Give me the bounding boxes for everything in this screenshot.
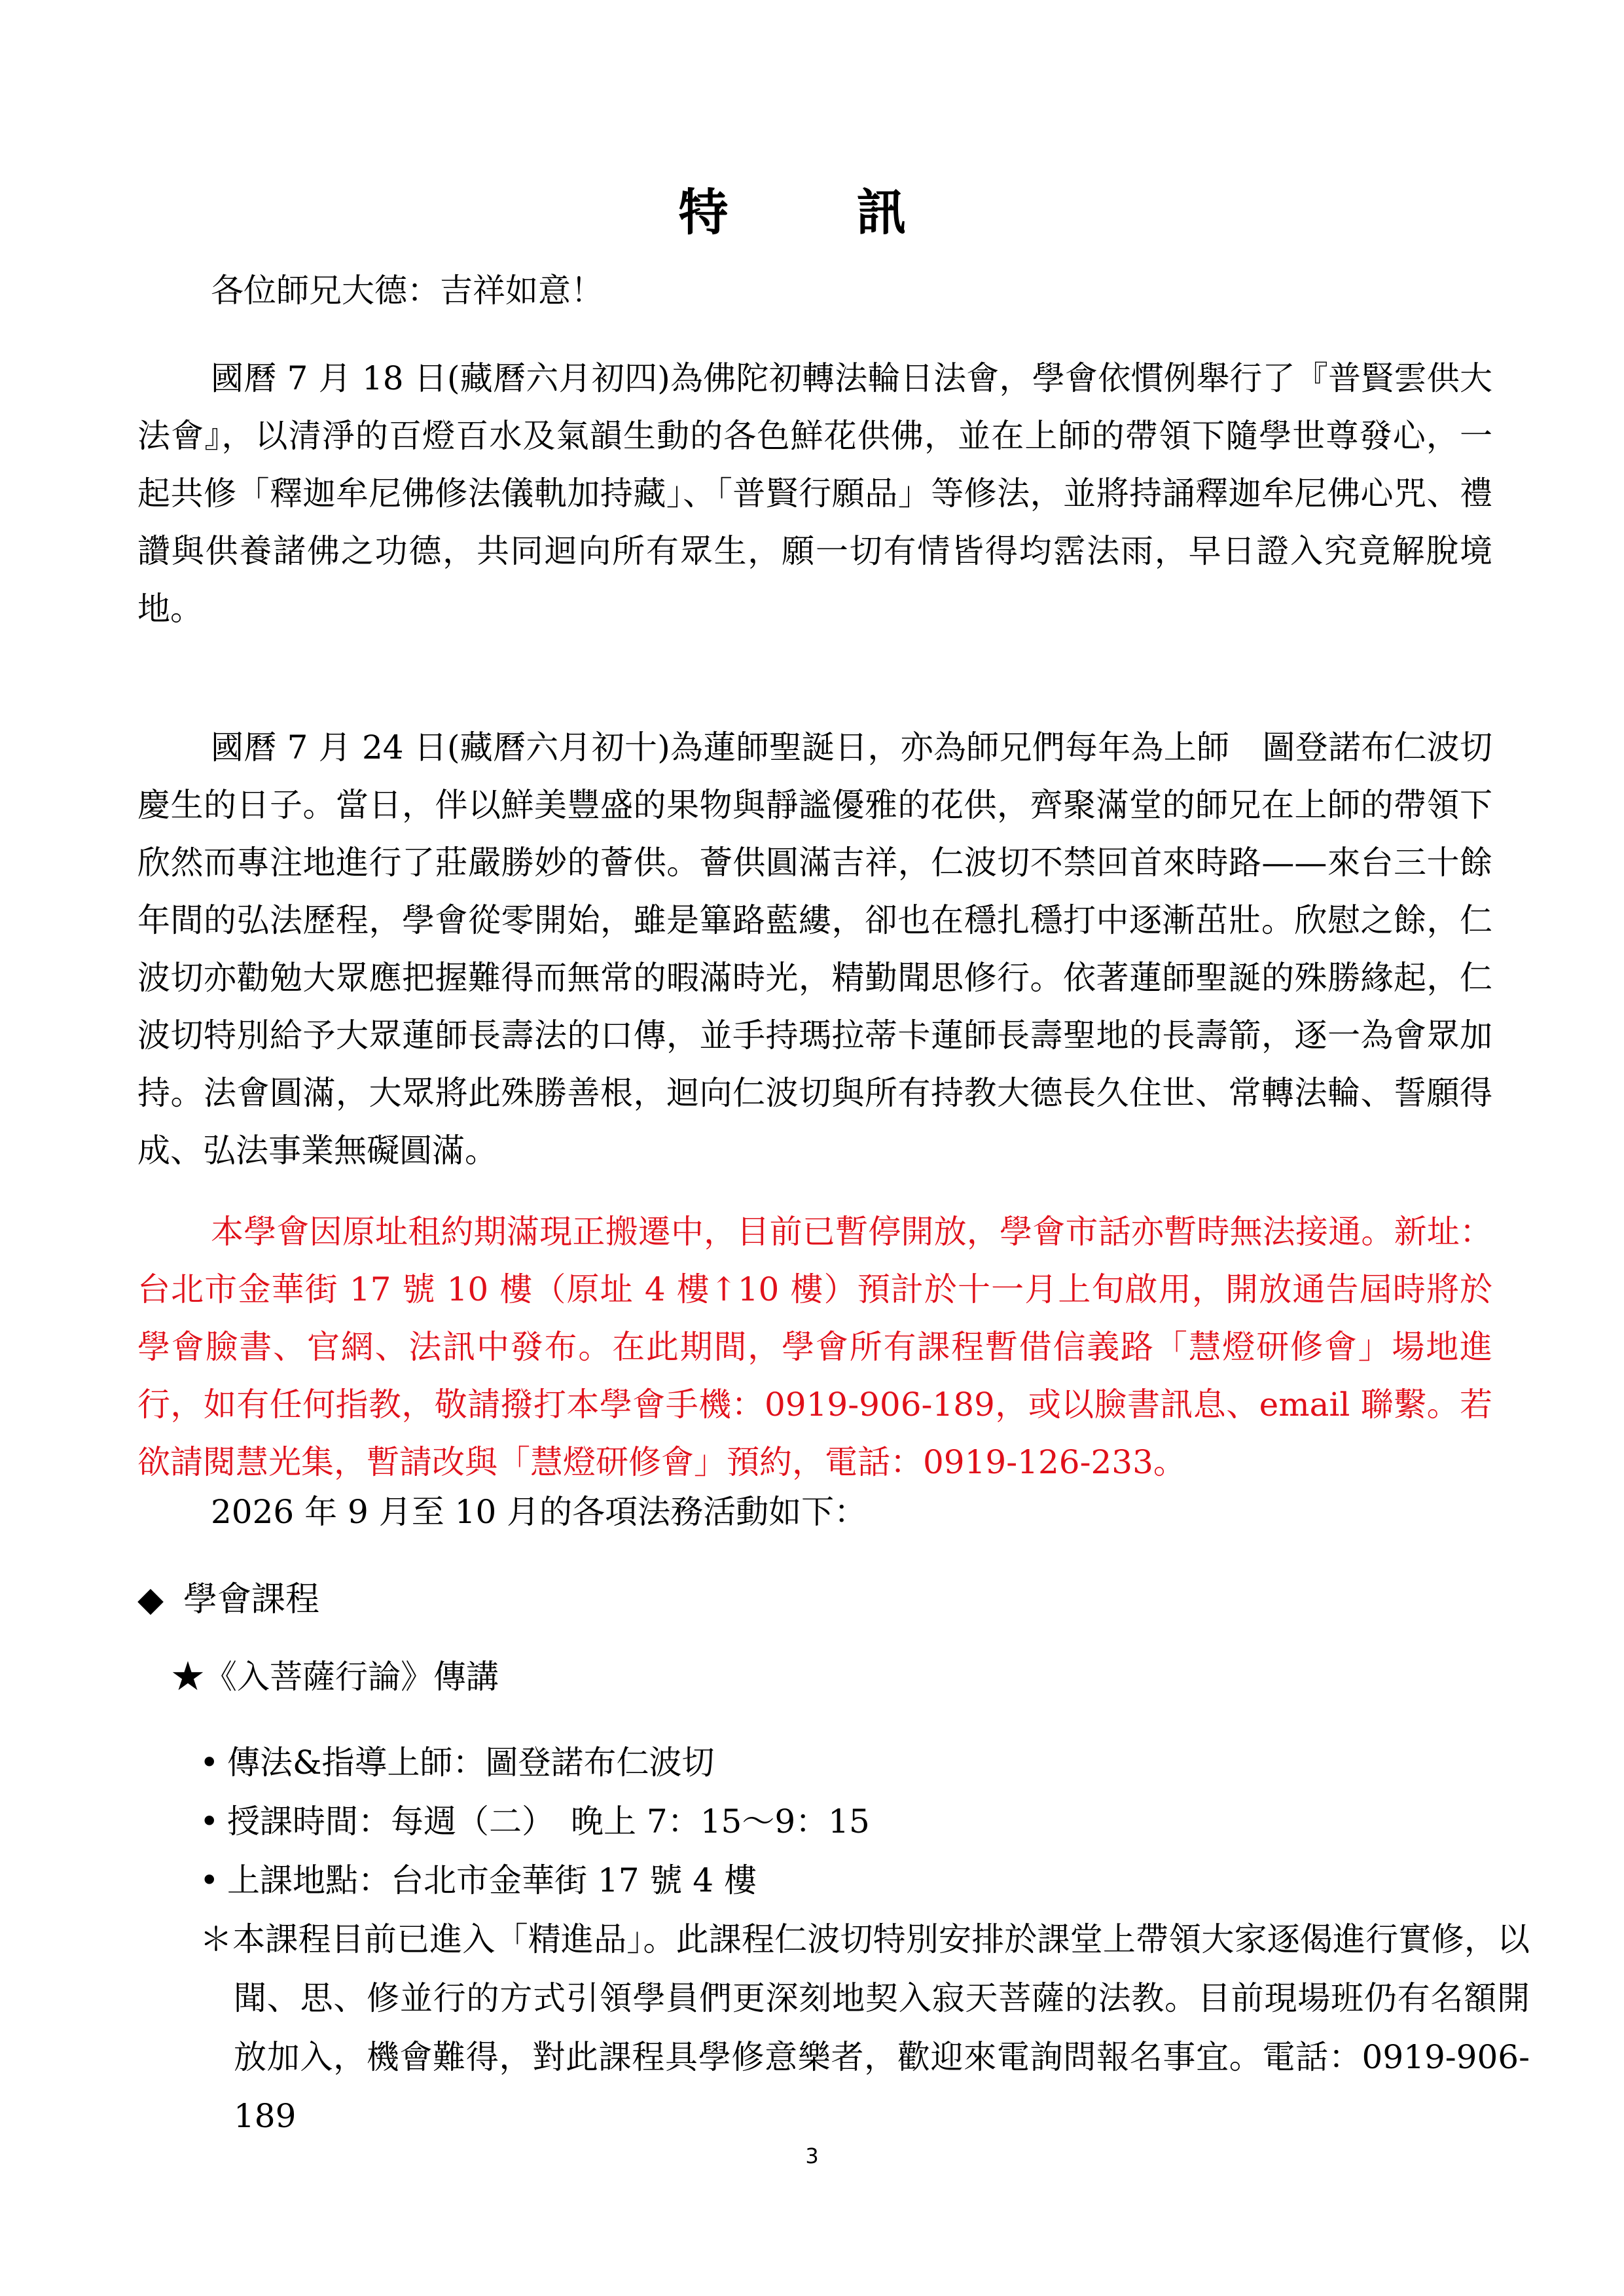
greeting: 各位師兄大德：吉祥如意！ — [211, 272, 604, 310]
page-title: 特 訊 — [678, 183, 946, 242]
course-teacher: • 傳法&指導上師：圖登諾布仁波切 — [200, 1733, 1496, 1792]
section-heading — [137, 1571, 319, 1628]
page-number: 3 — [805, 2144, 819, 2168]
activities-intro: 2026 年 9 月至 10 月的各項法務活動如下： — [211, 1493, 867, 1531]
course-details-list — [200, 1733, 1496, 1910]
course-time: • 授課時間：每週（二） 晚上 7：15～9：15 — [200, 1792, 1496, 1851]
course-title: ★《入菩薩行論》傳講 — [171, 1658, 499, 1696]
course-location: • 上課地點：台北市金華街 17 號 4 樓 — [200, 1851, 1496, 1910]
diamond-bullet-icon: ◆ — [137, 1580, 164, 1619]
paragraph-guru-rinpoche-birthday: 國曆 7 月 24 日(藏曆六月初十)為蓮師聖誕日，亦為師兄們每年為上師 圖登諾布仁波切慶生的日子。當日，伴以鮮美豐盛的果物與靜謐優雅的花供，齊聚滿堂的師兄在上師的帶領下欣然而專注地進行了莊嚴勝妙的薈供。薈供圓滿吉祥，仁波切不禁回首來時路——來台三十餘年間的弘法歷程，學會從零開始，雖是篳路藍縷，卻也在穩扎穩打中逐漸茁壯。欣慰之餘，仁波切亦勸勉大眾應把握難得而無常的暇滿時光，精勤聞思修行。依著蓮師聖誕的殊勝緣起，仁波切特別給予大眾蓮師長壽法的口傳，並手持瑪拉蒂卡蓮師長壽聖地的長壽箭，逐一為會眾加持。法會圓滿，大眾將此殊勝善根，迴向仁波切與所有持教大德長久住世、常轉法輪、誓願得成、弘法事業無礙圓滿。 — [137, 728, 1492, 1170]
paragraph-dharma-wheel: 國曆 7 月 18 日(藏曆六月初四)為佛陀初轉法輪日法會，學會依慣例舉行了『普賢雲供大法會』，以清淨的百燈百水及氣韻生動的各色鮮花供佛，並在上師的帶領下隨學世尊發心，一起共修「釋迦牟尼佛修法儀軌加持藏」、「普賢行願品」等修法，並將持誦釋迦牟尼佛心咒、禮讚與供養諸佛之功德，共同迴向所有眾生，願一切有情皆得均霑法雨，早日證入究竟解脫境地。 — [137, 359, 1492, 628]
relocation-notice: 本學會因原址租約期滿現正搬遷中，目前已暫停開放，學會市話亦暫時無法接通。新址：台北市金華街 17 號 10 樓（原址 4 樓↑10 樓）預計於十一月上旬啟用，開放通告屆時將於學會臉書、官網、法訊中發布。在此期間，學會所有課程暫借信義路「慧燈研修會」場地進行，如有任何指教，敬請撥打本學會手機：0919-906-189，或以臉書訊息、email 聯繫。若欲請閱慧光集，暫請改與「慧燈研修會」預約，電話：0919-126-233。 — [137, 1213, 1492, 1481]
course-note: ＊本課程目前已進入「精進品」。此課程仁波切特別安排於課堂上帶領大家逐偈進行實修，以聞、思、修並行的方式引領學員們更深刻地契入寂天菩薩的法教。目前現場班仍有名額開放加入，機會難得，對此課程具學修意樂者，歡迎來電詢問報名事宜。電話：0919-906-189 — [200, 1920, 1530, 2135]
section-label: 學會課程 — [183, 1580, 320, 1619]
